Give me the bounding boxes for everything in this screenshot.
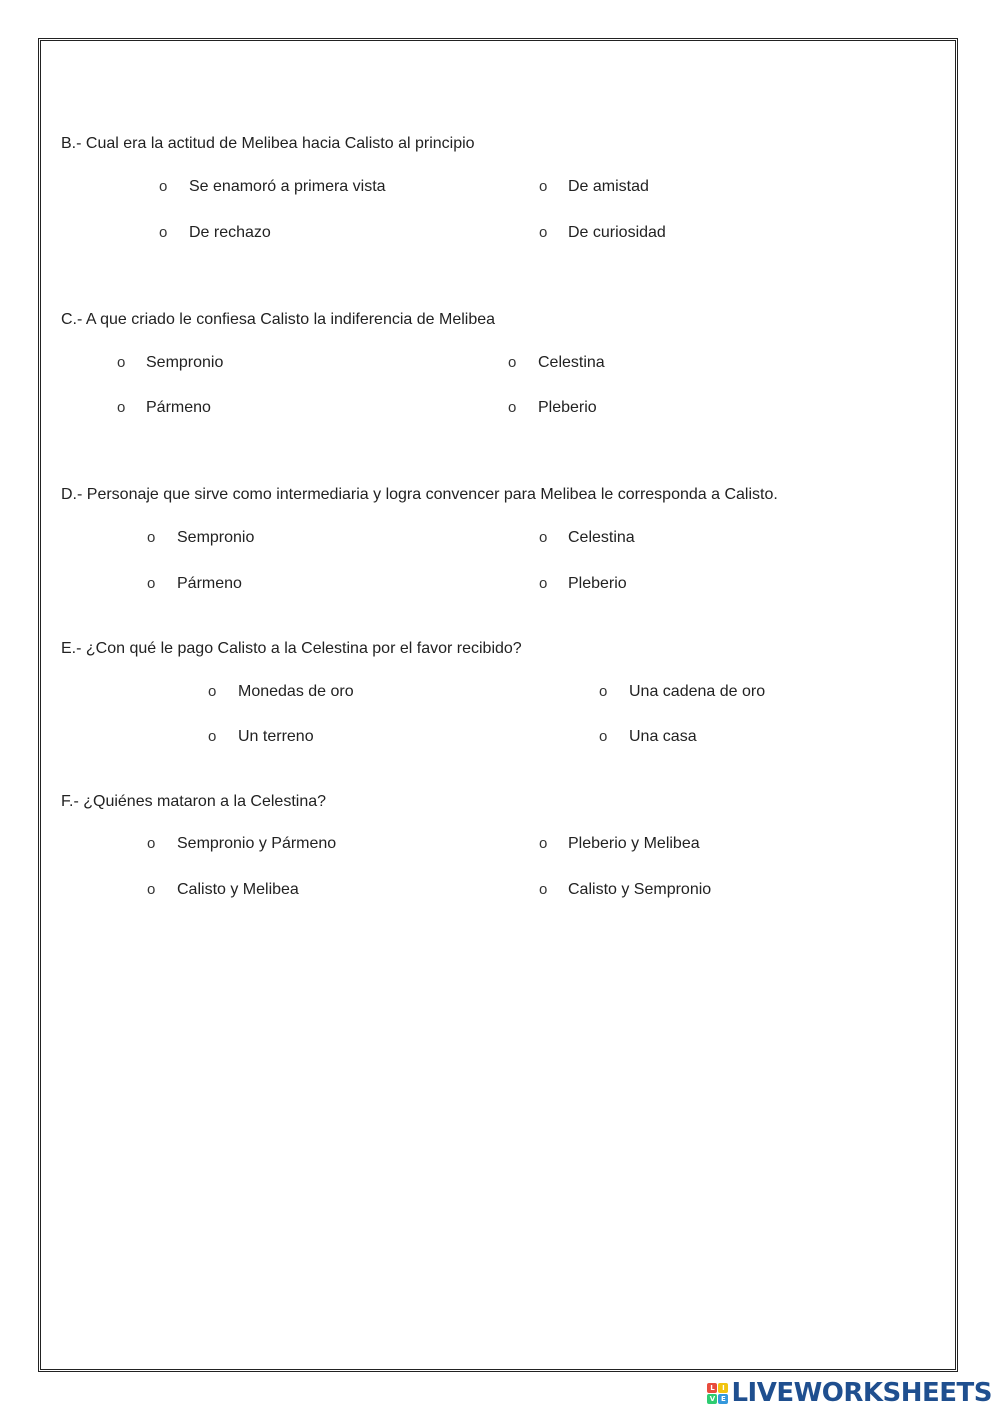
option-d-3[interactable]: Pármeno	[177, 575, 242, 592]
radio-bullet[interactable]: o	[159, 224, 168, 241]
logo-blocks-icon	[707, 1383, 728, 1404]
option-b-3[interactable]: De rechazo	[189, 224, 271, 241]
liveworksheets-logo	[707, 1376, 992, 1410]
radio-bullet[interactable]: o	[539, 224, 548, 241]
question-c-text: C.- A que criado le confiesa Calisto la indiferencia de Melibea	[61, 311, 496, 328]
radio-bullet[interactable]: o	[147, 575, 156, 592]
logo-block-e: E	[718, 1394, 728, 1404]
option-e-1[interactable]: Monedas de oro	[238, 683, 354, 700]
option-d-4[interactable]: Pleberio	[568, 575, 627, 592]
radio-bullet[interactable]: o	[599, 683, 608, 700]
option-e-3[interactable]: Un terreno	[238, 728, 314, 745]
option-f-2[interactable]: Pleberio y Melibea	[568, 835, 700, 852]
radio-bullet[interactable]: o	[539, 178, 548, 195]
option-b-4[interactable]: De curiosidad	[568, 224, 666, 241]
radio-bullet[interactable]: o	[539, 575, 548, 592]
option-c-4[interactable]: Pleberio	[538, 399, 597, 416]
option-c-2[interactable]: Celestina	[538, 354, 605, 371]
option-f-3[interactable]: Calisto y Melibea	[177, 881, 299, 898]
logo-block-l: L	[707, 1383, 717, 1393]
page-frame	[40, 40, 956, 1370]
question-f-text: F.- ¿Quiénes mataron a la Celestina?	[61, 793, 327, 810]
option-c-1[interactable]: Sempronio	[146, 354, 224, 371]
option-f-4[interactable]: Calisto y Sempronio	[568, 881, 712, 898]
option-e-4[interactable]: Una casa	[629, 728, 697, 745]
logo-block-v: V	[707, 1394, 717, 1404]
radio-bullet[interactable]: o	[539, 529, 548, 546]
radio-bullet[interactable]: o	[147, 835, 156, 852]
radio-bullet[interactable]: o	[117, 399, 126, 416]
logo-block-i: I	[718, 1383, 728, 1393]
option-f-1[interactable]: Sempronio y Pármeno	[177, 835, 337, 852]
option-c-3[interactable]: Pármeno	[146, 399, 211, 416]
option-e-2[interactable]: Una cadena de oro	[629, 683, 766, 700]
radio-bullet[interactable]: o	[599, 728, 608, 745]
option-b-1[interactable]: Se enamoró a primera vista	[189, 178, 386, 195]
option-d-1[interactable]: Sempronio	[177, 529, 255, 546]
radio-bullet[interactable]: o	[159, 178, 168, 195]
question-e-text: E.- ¿Con qué le pago Calisto a la Celestina por el favor recibido?	[61, 640, 522, 657]
radio-bullet[interactable]: o	[539, 881, 548, 898]
radio-bullet[interactable]: o	[508, 399, 517, 416]
question-b-text: B.- Cual era la actitud de Melibea hacia Calisto al principio	[61, 135, 475, 152]
radio-bullet[interactable]: o	[539, 835, 548, 852]
radio-bullet[interactable]: o	[208, 728, 217, 745]
option-b-2[interactable]: De amistad	[568, 178, 649, 195]
question-d-text: D.- Personaje que sirve como intermediaria y logra convencer para Melibea le corresponda a Calisto.	[61, 486, 778, 503]
radio-bullet[interactable]: o	[208, 683, 217, 700]
radio-bullet[interactable]: o	[117, 354, 126, 371]
logo-text: LIVEWORKSHEETS	[731, 1378, 992, 1408]
radio-bullet[interactable]: o	[147, 881, 156, 898]
radio-bullet[interactable]: o	[147, 529, 156, 546]
radio-bullet[interactable]: o	[508, 354, 517, 371]
option-d-2[interactable]: Celestina	[568, 529, 635, 546]
